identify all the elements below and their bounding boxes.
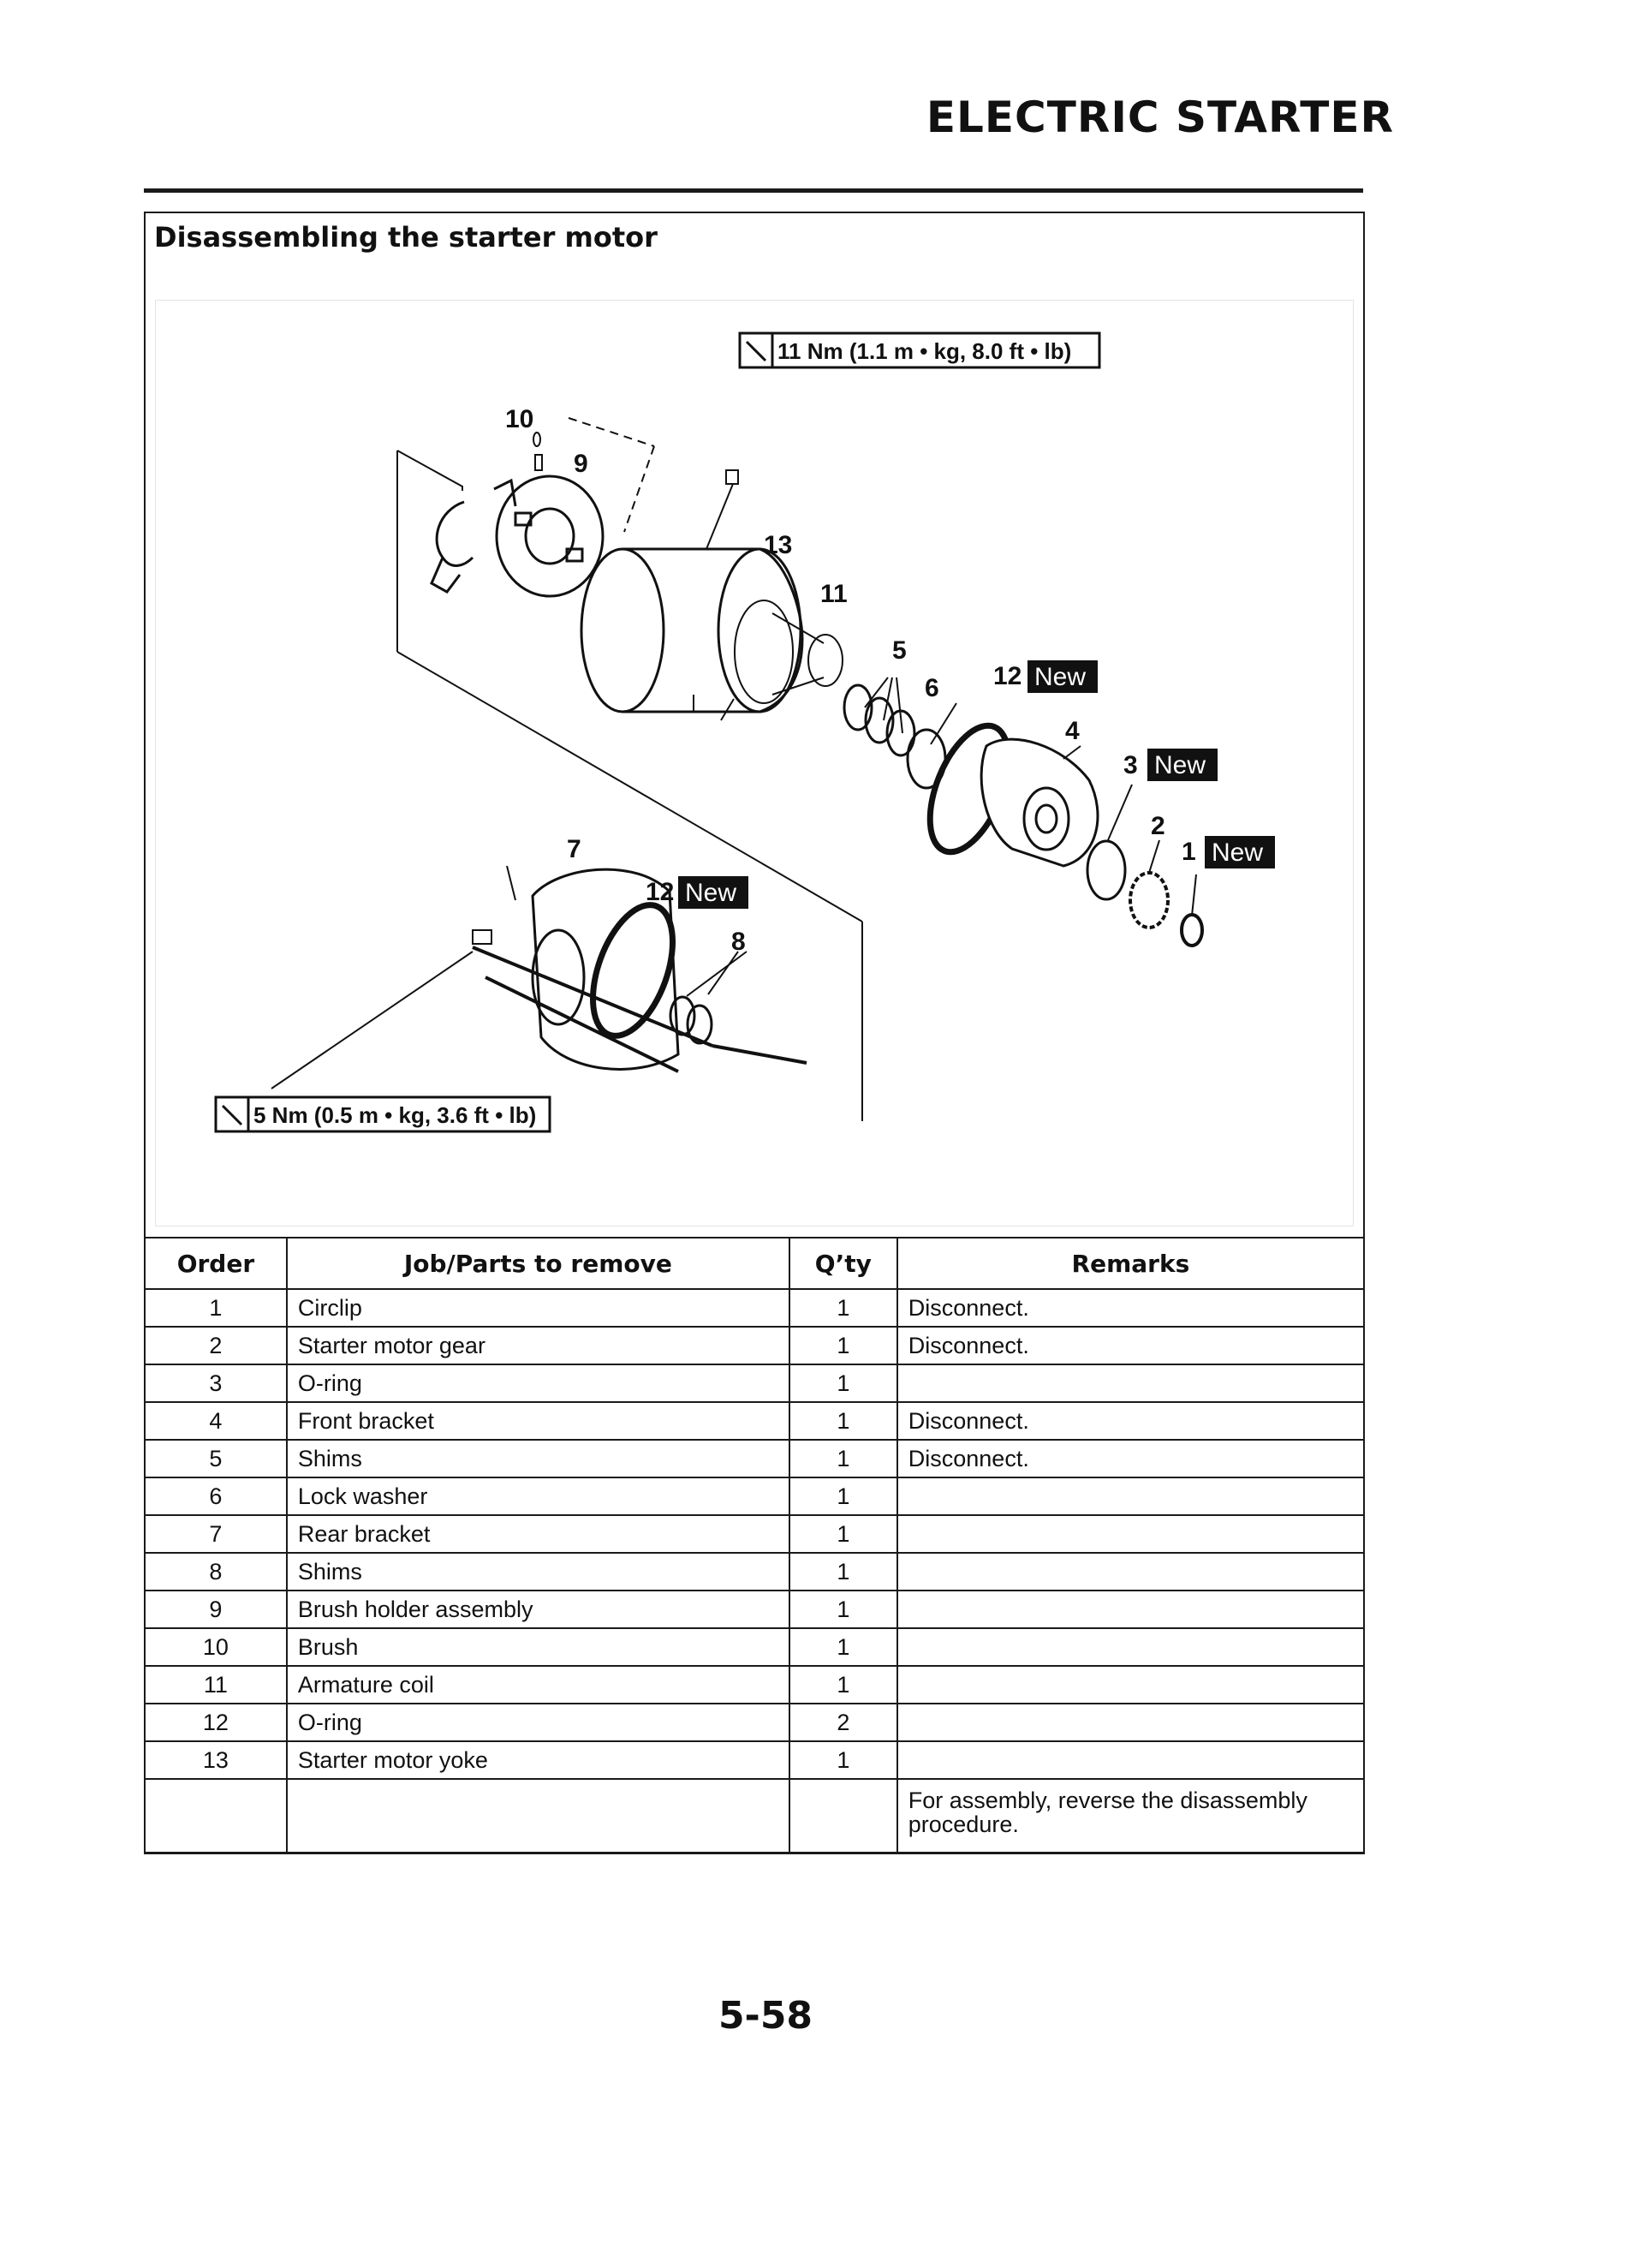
qty-cell: 1: [789, 1402, 897, 1440]
new-badge-12-rear-text: New: [685, 879, 737, 907]
section-title: Disassembling the starter motor: [154, 221, 658, 254]
parts-table: [144, 1237, 1365, 1853]
job-cell: O-ring: [287, 1364, 789, 1402]
new-badge-3-text: New: [1154, 751, 1206, 779]
order-cell: 1: [145, 1289, 287, 1327]
assembly-note: For assembly, reverse the disassembly procedure.: [897, 1779, 1364, 1853]
table-row: [145, 1553, 1364, 1591]
qty-cell: 2: [789, 1704, 897, 1741]
table-row: [145, 1364, 1364, 1402]
remarks-cell: [897, 1704, 1364, 1741]
job-cell: Rear bracket: [287, 1515, 789, 1553]
header-job: Job/Parts to remove: [287, 1238, 789, 1289]
order-cell: 12: [145, 1704, 287, 1741]
callout-9: 9: [574, 450, 588, 478]
order-cell: 3: [145, 1364, 287, 1402]
table-row: [145, 1628, 1364, 1666]
table-row: [145, 1327, 1364, 1364]
new-badge-12-front-text: New: [1034, 663, 1087, 691]
remarks-cell: [897, 1515, 1364, 1553]
order-cell: 13: [145, 1741, 287, 1779]
callout-8: 8: [731, 928, 746, 956]
table-row: [145, 1440, 1364, 1477]
job-cell: Lock washer: [287, 1477, 789, 1515]
table-row: [145, 1515, 1364, 1553]
table-row: [145, 1741, 1364, 1779]
table-row: [145, 1704, 1364, 1741]
qty-cell: 1: [789, 1628, 897, 1666]
page-number: 5-58: [718, 1994, 813, 2038]
callout-10: 10: [505, 405, 534, 433]
job-cell: Brush holder assembly: [287, 1591, 789, 1628]
qty-cell: 1: [789, 1553, 897, 1591]
qty-cell: 1: [789, 1666, 897, 1704]
new-badge-1-text: New: [1212, 839, 1264, 867]
header-rule: [144, 188, 1363, 193]
callout-12-front: 12: [993, 662, 1022, 690]
qty-cell: 1: [789, 1364, 897, 1402]
remarks-cell: [897, 1666, 1364, 1704]
order-cell: 10: [145, 1628, 287, 1666]
order-cell: 7: [145, 1515, 287, 1553]
callout-11: 11: [820, 580, 848, 608]
callout-5: 5: [892, 636, 907, 665]
page-title: ELECTRIC STARTER: [926, 93, 1394, 142]
order-cell: 9: [145, 1591, 287, 1628]
remarks-cell: [897, 1628, 1364, 1666]
job-cell: Starter motor yoke: [287, 1741, 789, 1779]
remarks-cell: Disconnect.: [897, 1289, 1364, 1327]
torque-bottom: [216, 1097, 550, 1131]
remarks-cell: Disconnect.: [897, 1440, 1364, 1477]
order-cell: 4: [145, 1402, 287, 1440]
qty-cell: 1: [789, 1591, 897, 1628]
torque-top-label: 11 Nm (1.1 m • kg, 8.0 ft • lb): [777, 338, 1072, 364]
table-row: [145, 1591, 1364, 1628]
table-row: [145, 1477, 1364, 1515]
remarks-cell: [897, 1741, 1364, 1779]
order-cell: 2: [145, 1327, 287, 1364]
remarks-cell: [897, 1364, 1364, 1402]
exploded-diagram: [155, 300, 1354, 1227]
remarks-cell: Disconnect.: [897, 1327, 1364, 1364]
callout-12-rear: 12: [646, 878, 675, 906]
job-cell: Shims: [287, 1553, 789, 1591]
job-cell: Brush: [287, 1628, 789, 1666]
header-remarks: Remarks: [897, 1238, 1364, 1289]
job-cell: Front bracket: [287, 1402, 789, 1440]
header-qty: Q’ty: [789, 1238, 897, 1289]
job-cell: Armature coil: [287, 1666, 789, 1704]
qty-cell: 1: [789, 1289, 897, 1327]
table-row: [145, 1666, 1364, 1704]
job-cell: O-ring: [287, 1704, 789, 1741]
callout-6: 6: [925, 674, 939, 702]
qty-cell: 1: [789, 1515, 897, 1553]
qty-cell: 1: [789, 1741, 897, 1779]
order-cell: 5: [145, 1440, 287, 1477]
remarks-cell: [897, 1553, 1364, 1591]
table-footer-row: [145, 1779, 1364, 1853]
table-row: [145, 1289, 1364, 1327]
callout-2: 2: [1151, 812, 1165, 840]
order-cell: 6: [145, 1477, 287, 1515]
job-cell: Starter motor gear: [287, 1327, 789, 1364]
order-cell: 8: [145, 1553, 287, 1591]
table-row: [145, 1402, 1364, 1440]
order-cell: 11: [145, 1666, 287, 1704]
callout-13: 13: [764, 531, 793, 559]
qty-cell: 1: [789, 1327, 897, 1364]
callout-3: 3: [1123, 751, 1138, 779]
header-order: Order: [145, 1238, 287, 1289]
remarks-cell: [897, 1591, 1364, 1628]
starter-motor-exploded-view: [156, 301, 1353, 1226]
remarks-cell: Disconnect.: [897, 1402, 1364, 1440]
remarks-cell: [897, 1477, 1364, 1515]
job-cell: Circlip: [287, 1289, 789, 1327]
qty-cell: 1: [789, 1477, 897, 1515]
torque-bottom-label: 5 Nm (0.5 m • kg, 3.6 ft • lb): [253, 1102, 537, 1128]
callout-7: 7: [567, 835, 581, 863]
job-cell: Shims: [287, 1440, 789, 1477]
callout-4: 4: [1065, 717, 1080, 745]
table-header-row: [145, 1238, 1364, 1289]
qty-cell: 1: [789, 1440, 897, 1477]
callout-1: 1: [1182, 838, 1196, 866]
torque-top: [740, 333, 1099, 367]
